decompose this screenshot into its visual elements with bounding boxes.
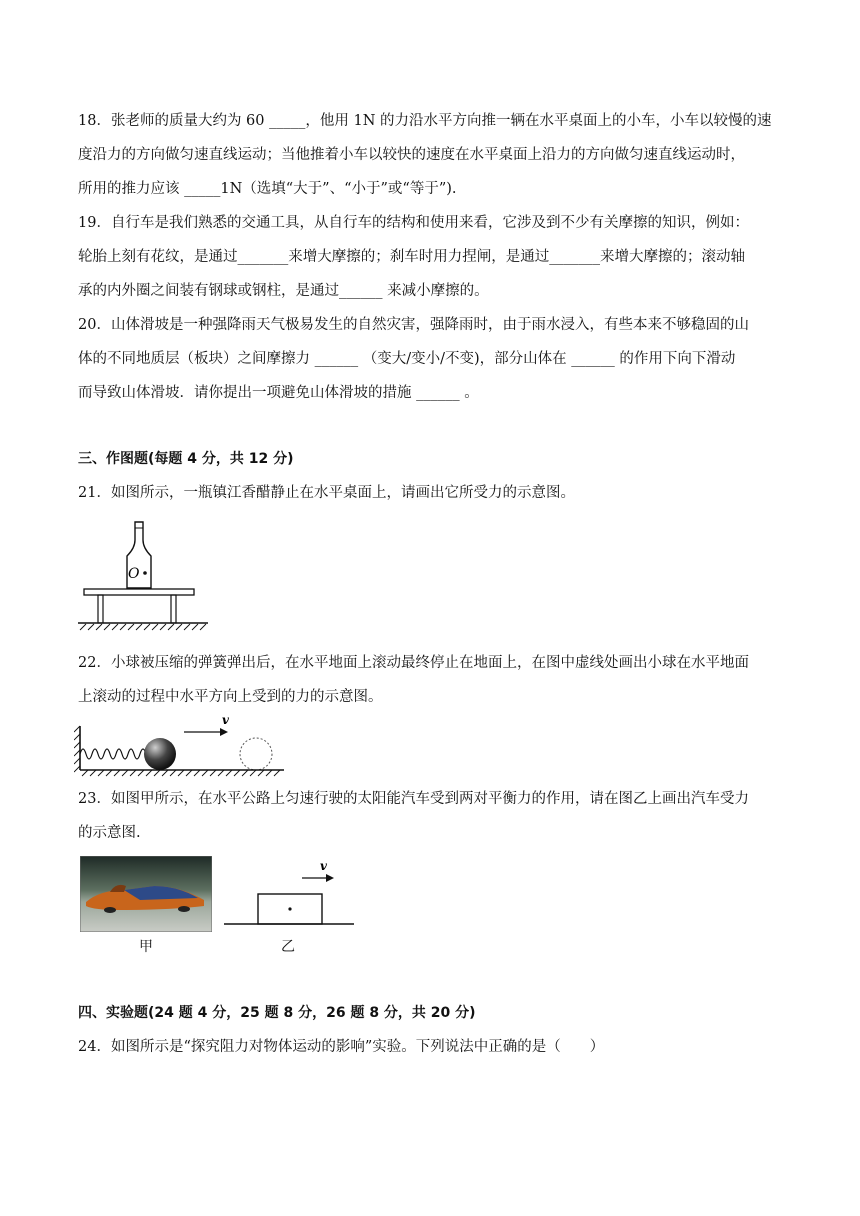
q23-line-2: 的示意图. [78,825,141,841]
bottle-center-point [143,571,147,575]
caption-jia: 甲 [139,939,153,955]
bottle-label-o: O [128,566,140,582]
car-wheel-rear [178,906,190,912]
ground-hatching [82,770,280,776]
q18-line-2: 度沿力的方向做匀速直线运动；当他推着小车以较快的速度在水平桌面上沿力的方向做匀速直线运动时， [78,147,745,163]
spring-ball-figure [74,712,288,778]
q23-line-1: 23．如图甲所示，在水平公路上匀速行驶的太阳能汽车受到两对平衡力的作用，请在图乙上画出汽车受力 [78,791,749,807]
car-box-diagram [222,854,356,930]
wall-hatching [74,726,80,772]
section-3-heading: 三、作图题(每题 4 分，共 12 分) [78,451,294,467]
caption-yi: 乙 [281,939,295,955]
dashed-ball-position [240,738,272,770]
q18-line-3: 所用的推力应该 _____1N（选填“大于”、“小于”或“等于”). [78,181,457,197]
section-4-heading: 四、实验题(24 题 4 分，25 题 8 分，26 题 8 分，共 20 分) [78,1005,476,1021]
table-leg-right [171,595,176,623]
q22-line-2: 上滚动的过程中水平方向上受到的力的示意图。 [78,689,383,705]
car-wheel-front [104,907,116,913]
q20-line-1: 20．山体滑坡是一种强降雨天气极易发生的自然灾害，强降雨时，由于雨水浸入，有些本来不够稳固的山 [78,317,749,333]
car-center-point [288,907,291,910]
ground-hatching [80,624,206,630]
q24-text: 24．如图所示是“探究阻力对物体运动的影响”实验。下列说法中正确的是（ ） [78,1039,605,1055]
velocity-arrow-head [326,874,334,882]
table-leg-left [98,595,103,623]
solar-car-photo [80,856,212,932]
q18-line-1: 18．张老师的质量大约为 60 _____，他用 1N 的力沿水平方向推一辆在水平桌面上的小车，小车以较慢的速 [78,113,772,129]
q19-line-3: 承的内外圈之间装有钢球或钢柱，是通过______ 来减小摩擦的。 [78,283,489,299]
q22-line-1: 22．小球被压缩的弹簧弹出后，在水平地面上滚动最终停止在地面上，在图中虚线处画出小球在水平地面 [78,655,749,671]
velocity-label: v [222,713,229,727]
velocity-label: v [320,859,327,873]
q20-line-2: 体的不同地质层（板块）之间摩擦力 ______ （变大/变小/不变)，部分山体在 ______ 的作用下向下滑动 [78,351,736,367]
table-top [84,589,194,595]
q19-line-1: 19．自行车是我们熟悉的交通工具，从自行车的结构和使用来看，它涉及到不少有关摩擦的知识，例如： [78,215,749,231]
q19-line-2: 轮胎上刻有花纹，是通过_______来增大摩擦的；刹车时用力捏闸，是通过_______来增大摩擦的；滚动轴 [78,249,745,265]
q20-line-3: 而导致山体滑坡．请你提出一项避免山体滑坡的措施 ______ 。 [78,385,479,401]
ball [144,738,176,770]
velocity-arrow-head [220,728,228,736]
bottle-on-table-figure [76,518,216,634]
q21-text: 21．如图所示，一瓶镇江香醋静止在水平桌面上，请画出它所受力的示意图。 [78,485,575,501]
